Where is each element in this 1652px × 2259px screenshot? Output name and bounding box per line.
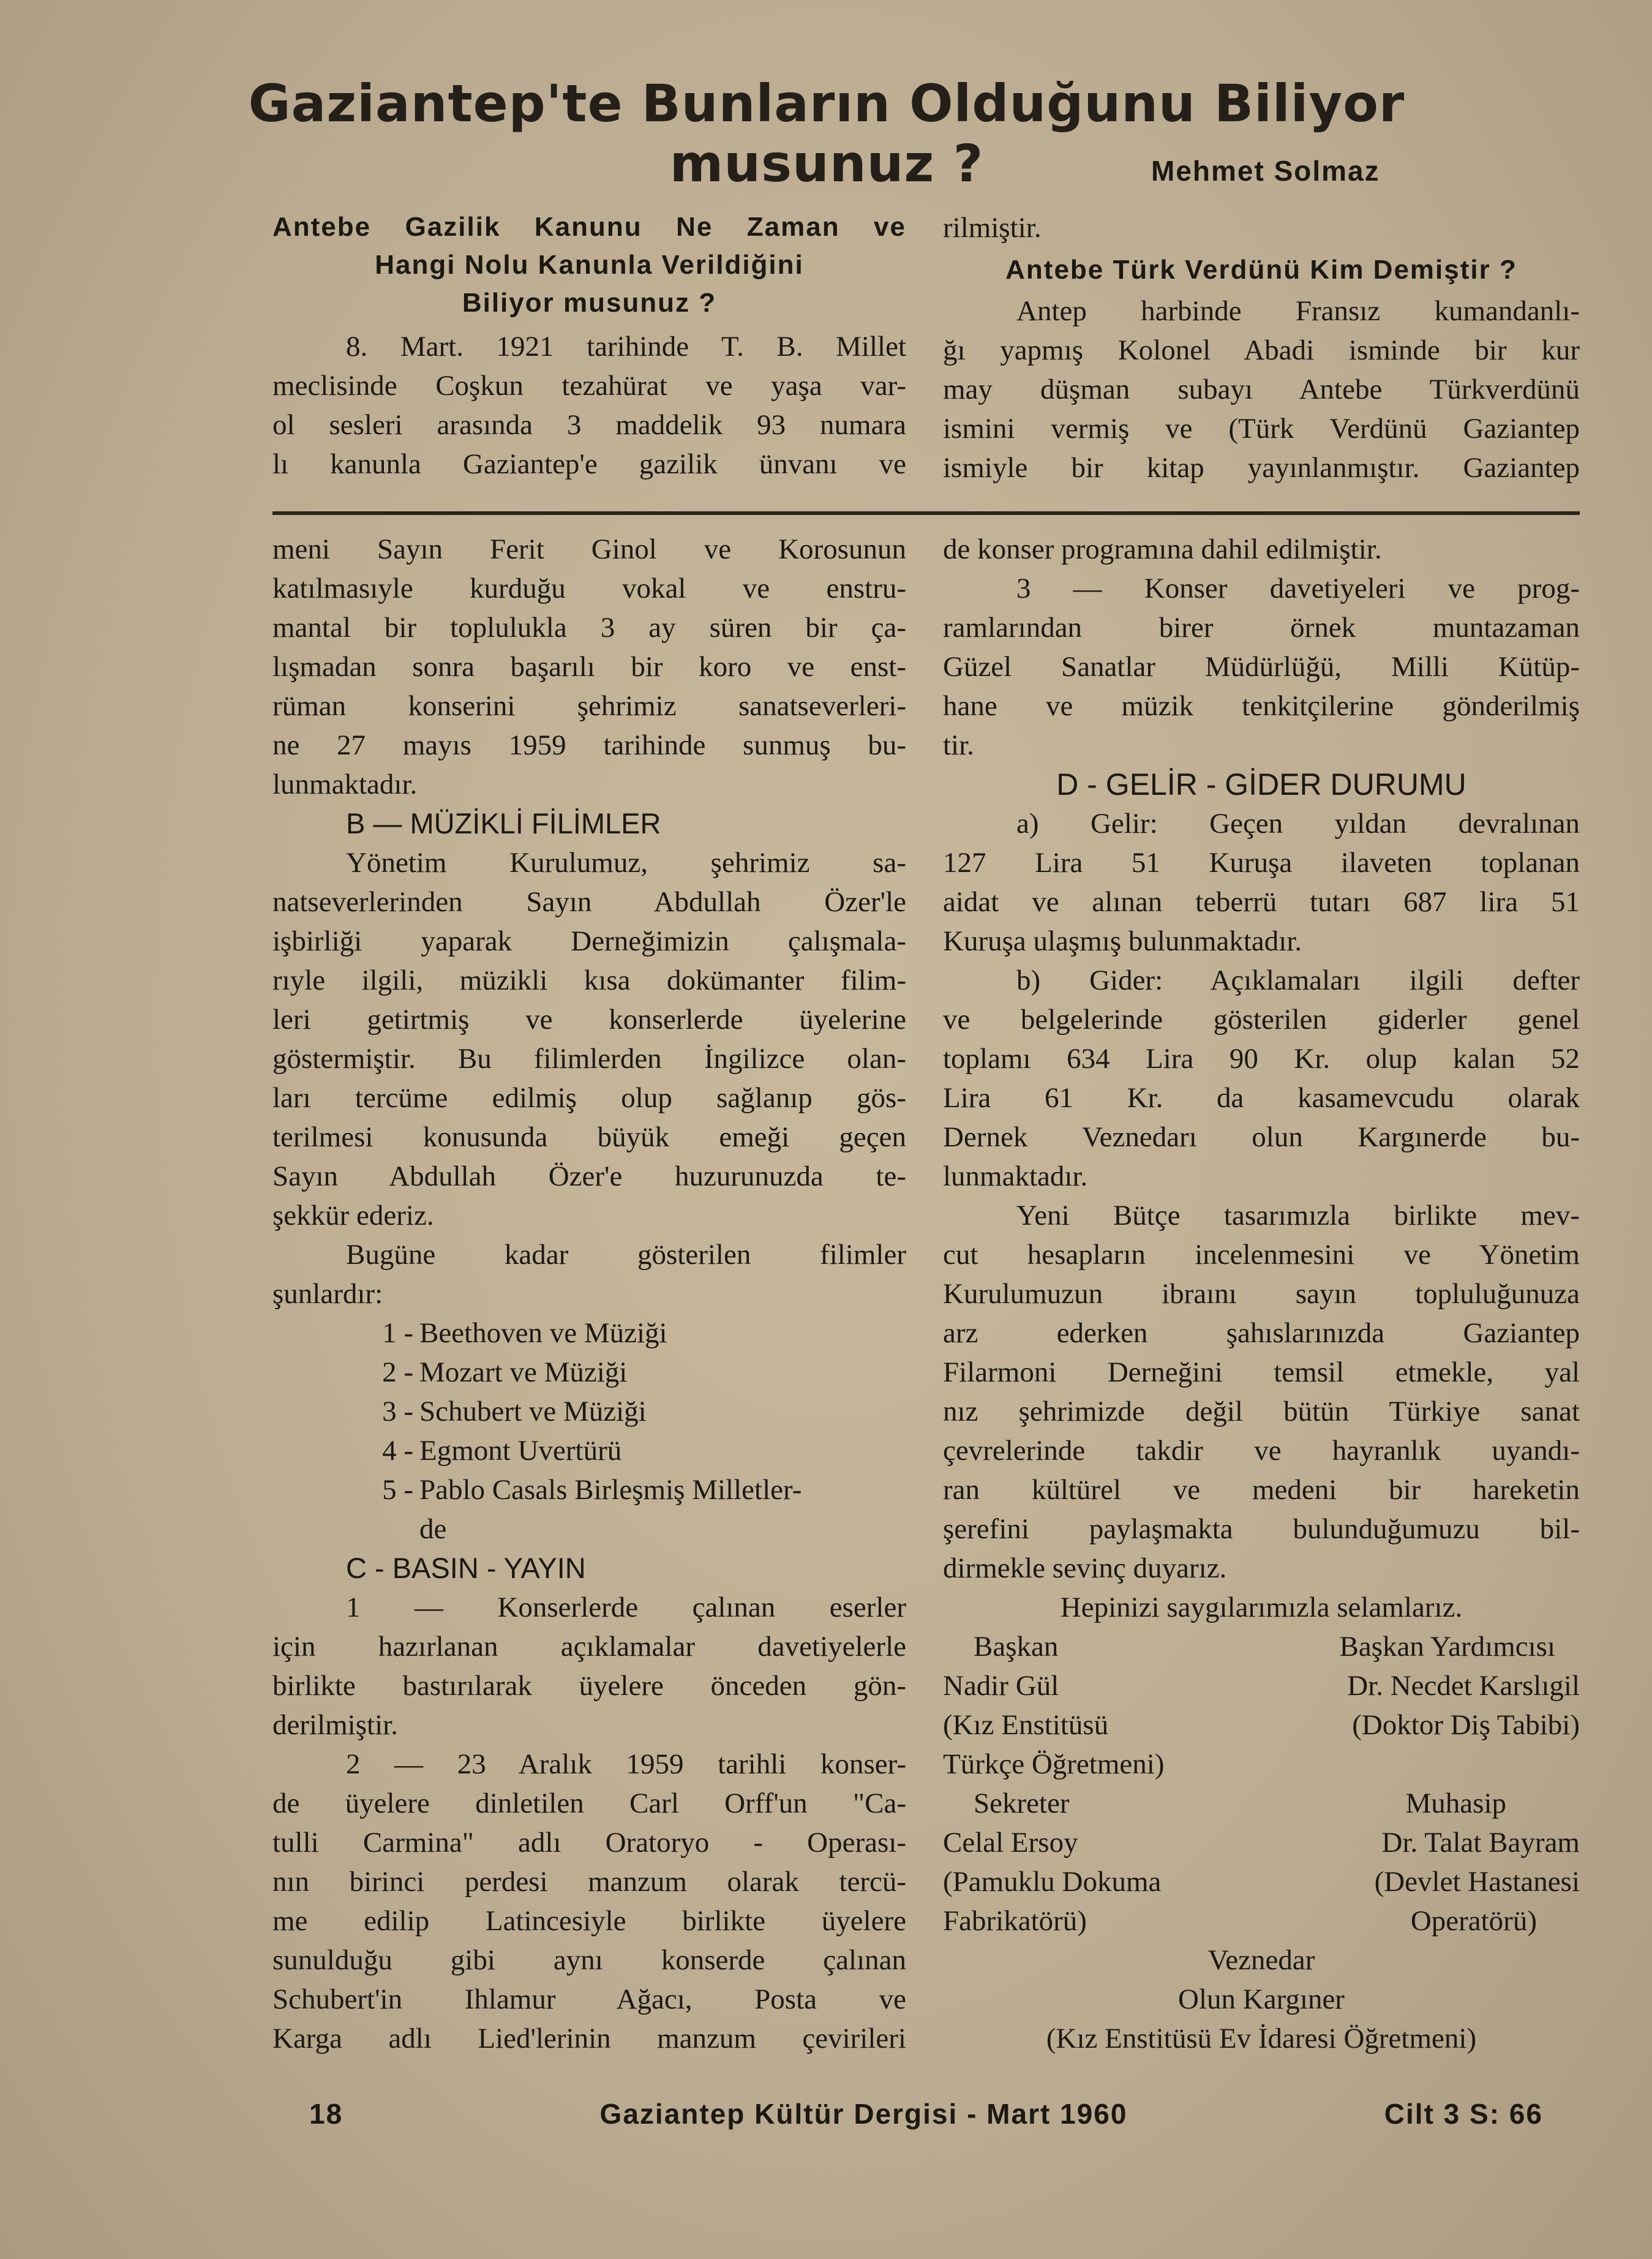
text-line: toplamı 634 Lira 90 Kr. olup kalan 52 <box>943 1043 1580 1075</box>
film-title: Egmont Uvertürü <box>419 1435 622 1467</box>
text-line: ol sesleri arasında 3 maddelik 93 numara <box>272 409 906 441</box>
signature-row <box>943 1666 1580 1705</box>
signature-left: Fabrikatörü) <box>943 1905 1087 1937</box>
text-line: meni Sayın Ferit Ginol ve Korosunun <box>272 533 906 565</box>
treasurer-affiliation: (Kız Enstitüsü Ev İdaresi Öğretmeni) <box>1046 2023 1477 2054</box>
signature-row <box>943 1745 1580 1784</box>
signature-left: (Kız Enstitüsü <box>943 1709 1109 1741</box>
section-heading-c: C - BASIN - YAYIN <box>346 1552 586 1584</box>
film-title: Beethoven ve Müziği <box>419 1317 667 1349</box>
text-line: Yeni Bütçe tasarımızla birlikte mev- <box>1016 1200 1580 1231</box>
top-left-column <box>272 208 906 484</box>
signature-left: Başkan <box>974 1631 1059 1663</box>
volume-issue: Cilt 3 S: 66 <box>1384 2098 1543 2130</box>
text-line: meclisinde Coşkun tezahürat ve yaşa var- <box>272 370 906 402</box>
text-line: de konser programına dahil edilmiştir. <box>943 533 1382 565</box>
horizontal-rule <box>272 511 1580 515</box>
text-line: cut hesapların incelenmesini ve Yönetim <box>943 1239 1580 1271</box>
film-number: 1 - <box>382 1317 413 1349</box>
text-line: ran kültürel ve medeni bir hareketin <box>943 1474 1580 1506</box>
closing-line: Hepinizi saygılarımızla selamlarız. <box>1060 1592 1463 1623</box>
author: Mehmet Solmaz <box>1151 155 1380 187</box>
film-list-item <box>272 1314 906 1353</box>
heading-line: Biliyor musunuz ? <box>462 288 717 318</box>
text-line: b) Gider: Açıklamaları ilgili defter <box>1016 964 1580 996</box>
signature-right: (Devlet Hastanesi <box>1374 1866 1580 1898</box>
signature-row <box>943 1901 1580 1941</box>
right-column <box>943 530 1580 2058</box>
text-line: Güzel Sanatlar Müdürlüğü, Milli Kütüp- <box>943 651 1580 683</box>
text-line: Yönetim Kurulumuz, şehrimiz sa- <box>346 847 906 879</box>
signature-row <box>943 1705 1580 1745</box>
film-number: 4 - <box>382 1435 413 1467</box>
text-line: a) Gelir: Geçen yıldan devralınan <box>1016 808 1580 840</box>
text-line: Dernek Veznedarı olun Kargınerde bu- <box>943 1121 1580 1153</box>
page-title: Gaziantep'te Bunların Olduğunu Biliyor musunuz ? <box>248 73 1405 194</box>
left-column <box>272 530 906 2058</box>
text-line: lı kanunla Gaziantep'e gazilik ünvanı ve <box>272 448 906 480</box>
text-line: 1 — Konserlerde çalınan eserler <box>346 1592 906 1623</box>
film-number: 5 - <box>382 1474 413 1506</box>
signature-row <box>943 1627 1580 1666</box>
film-list-item <box>272 1392 906 1431</box>
text-line: Karga adlı Lied'lerinin manzum çevirileri <box>272 2023 906 2054</box>
text-line: Antep harbinde Fransız kumandanlı- <box>1016 295 1580 327</box>
text-line: Sayın Abdullah Özer'e huzurunuzda te- <box>272 1160 906 1192</box>
text-line: lunmaktadır. <box>943 1160 1088 1192</box>
signature-right: Dr. Necdet Karslıgil <box>1347 1670 1580 1702</box>
text-line: tir. <box>943 729 974 761</box>
text-line: terilmesi konusunda büyük emeği geçen <box>272 1121 906 1153</box>
text-line: ve belgelerinde gösterilen giderler genel <box>943 1004 1580 1036</box>
heading-line: Antebe Türk Verdünü Kim Demiştir ? <box>1005 255 1517 285</box>
text-line: dirmekle sevinç duyarız. <box>943 1552 1227 1584</box>
section-heading-d: D - GELİR - GİDER DURUMU <box>1056 767 1466 802</box>
text-line: rilmiştir. <box>943 212 1042 244</box>
text-line: Kurulumuzun ibraını sayın topluluğunuza <box>943 1278 1580 1310</box>
signature-row <box>943 1862 1580 1901</box>
text-line: me edilip Latincesiyle birlikte üyelere <box>272 1905 906 1937</box>
section-heading-b: B — MÜZİKLİ FİLİMLER <box>346 807 661 840</box>
text-line: Kuruşa ulaşmış bulunmaktadır. <box>943 925 1302 957</box>
film-number: 3 - <box>382 1396 413 1427</box>
treasurer-name: Olun Kargıner <box>1178 1983 1345 2015</box>
text-line: ları tercüme edilmiş olup sağlanıp gös- <box>272 1082 906 1114</box>
treasurer-title: Veznedar <box>1207 1944 1315 1976</box>
text-line: işbirliği yaparak Derneğimizin çalışmala- <box>272 925 906 957</box>
heading-line: Hangi Nolu Kanunla Verildiğini <box>375 250 804 280</box>
text-line: de <box>419 1513 447 1545</box>
text-line: nız şehrimizde değil bütün Türkiye sanat <box>943 1396 1580 1427</box>
signature-right: Muhasip <box>1405 1787 1506 1819</box>
text-line: ne 27 mayıs 1959 tarihinde sunmuş bu- <box>272 729 906 761</box>
text-line: ğı yapmış Kolonel Abadi isminde bir kur <box>943 334 1580 366</box>
text-line: şekkür ederiz. <box>272 1200 434 1231</box>
text-line: rüman konserini şehrimiz sanatseverleri- <box>272 690 906 722</box>
text-line: may düşman subayı Antebe Türkverdünü <box>943 374 1580 405</box>
signature-right: Operatörü) <box>1410 1905 1537 1937</box>
text-line: göstermiştir. Bu filimlerden İngilizce olan- <box>272 1043 906 1075</box>
page-number: 18 <box>309 2098 344 2130</box>
text-line: birlikte bastırılarak üyelere önceden gön- <box>272 1670 906 1702</box>
text-line: lunmaktadır. <box>272 769 418 800</box>
signature-row <box>943 1784 1580 1823</box>
text-line: çevrelerinde takdir ve hayranlık uyandı- <box>943 1435 1580 1467</box>
text-line: derilmiştir. <box>272 1709 398 1741</box>
page-footer <box>272 2097 1580 2130</box>
top-right-column <box>943 208 1580 487</box>
text-line: şunlardır: <box>272 1278 383 1310</box>
text-line: sunulduğu gibi aynı konserde çalınan <box>272 1944 906 1976</box>
text-line: rıyle ilgili, müzikli kısa dokümanter filim- <box>272 964 906 996</box>
signature-left: Nadir Gül <box>943 1670 1059 1702</box>
heading-line: Antebe Gazilik Kanunu Ne Zaman ve <box>272 212 906 242</box>
journal-name: Gaziantep Kültür Dergisi - Mart 1960 <box>599 2098 1128 2130</box>
text-line: mantal bir toplulukla 3 ay süren bir ça- <box>272 612 906 644</box>
signature-left: Sekreter <box>974 1787 1070 1819</box>
signature-row <box>943 1823 1580 1862</box>
text-line: 3 — Konser davetiyeleri ve prog- <box>1016 573 1580 604</box>
film-number: 2 - <box>382 1356 413 1388</box>
film-list-item <box>272 1470 906 1509</box>
signature-left: Türkçe Öğretmeni) <box>943 1748 1165 1780</box>
text-line: Lira 61 Kr. da kasamevcudu olarak <box>943 1082 1580 1114</box>
text-line: Schubert'in Ihlamur Ağacı, Posta ve <box>272 1983 906 2015</box>
text-line: Bugüne kadar gösterilen filimler <box>346 1239 906 1271</box>
film-list-item <box>272 1353 906 1392</box>
text-line: natseverlerinden Sayın Abdullah Özer'le <box>272 886 906 918</box>
film-list-item <box>272 1431 906 1470</box>
text-line: ismiyle bir kitap yayınlanmıştır. Gaziantep <box>943 452 1580 484</box>
signature-right: (Doktor Diş Tabibi) <box>1352 1709 1580 1741</box>
text-line: de üyelere dinletilen Carl Orff'un "Ca- <box>272 1787 906 1819</box>
text-line: ismini vermiş ve (Türk Verdünü Gaziantep <box>943 413 1580 445</box>
text-line: nın birinci perdesi manzum olarak tercü- <box>272 1866 906 1898</box>
text-line: şerefini paylaşmakta bulunduğumuzu bil- <box>943 1513 1580 1545</box>
text-line: katılmasıyle kurduğu vokal ve enstru- <box>272 573 906 604</box>
film-title: Mozart ve Müziği <box>419 1356 628 1388</box>
text-line: 2 — 23 Aralık 1959 tarihli konser- <box>346 1748 906 1780</box>
text-line: aidat ve alınan teberrü tutarı 687 lira 51 <box>943 886 1580 918</box>
signature-right: Başkan Yardımcısı <box>1339 1631 1555 1663</box>
text-line: hane ve müzik tenkitçilerine gönderilmiş <box>943 690 1580 722</box>
text-line: 127 Lira 51 Kuruşa ilaveten toplanan <box>943 847 1580 879</box>
signature-right: Dr. Talat Bayram <box>1381 1827 1580 1859</box>
text-line: ramlarından birer örnek muntazaman <box>943 612 1580 644</box>
text-line: leri getirtmiş ve konserlerde üyelerine <box>272 1004 906 1036</box>
signature-left: Celal Ersoy <box>943 1827 1078 1859</box>
text-line: 8. Mart. 1921 tarihinde T. B. Millet <box>346 331 906 363</box>
text-line: tulli Carmina" adlı Oratoryo - Operası- <box>272 1827 906 1859</box>
text-line: Filarmoni Derneğini temsil etmekle, yal <box>943 1356 1580 1388</box>
text-line: için hazırlanan açıklamalar davetiyelerle <box>272 1631 906 1663</box>
film-title: Pablo Casals Birleşmiş Milletler- <box>419 1474 802 1506</box>
text-line: lışmadan sonra başarılı bir koro ve enst- <box>272 651 906 683</box>
signature-left: (Pamuklu Dokuma <box>943 1866 1162 1898</box>
film-title: Schubert ve Müziği <box>419 1396 647 1427</box>
text-line: arz ederken şahıslarınızda Gaziantep <box>943 1317 1580 1349</box>
